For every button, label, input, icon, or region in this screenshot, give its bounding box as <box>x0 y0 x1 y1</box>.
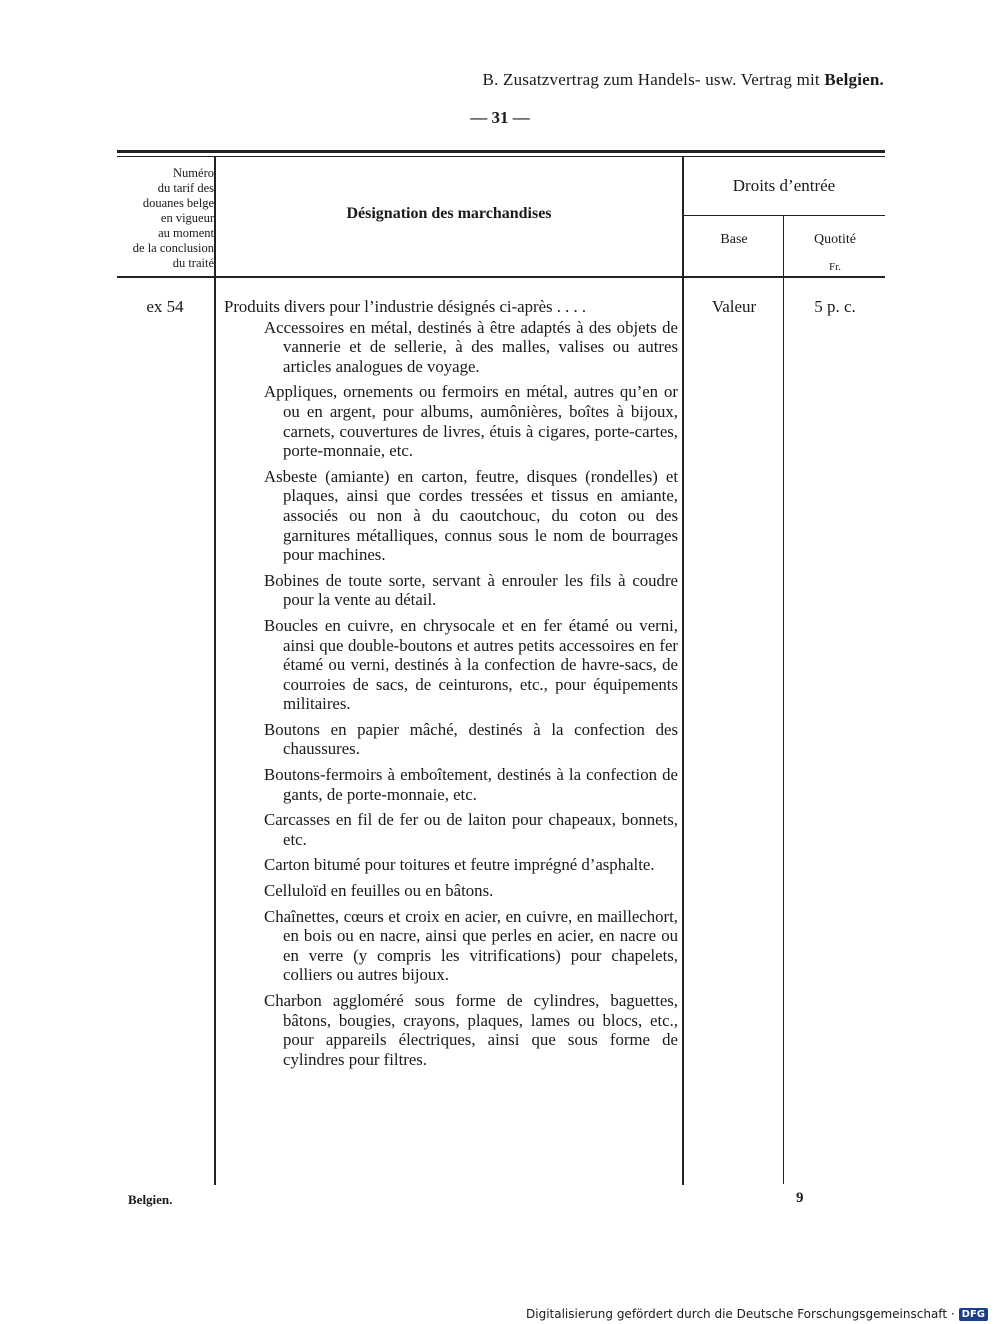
header-numero-line: Numéro <box>173 166 214 180</box>
header-quotite: Quotité <box>814 232 856 247</box>
signature-mark: 9 <box>796 1190 804 1206</box>
digitization-text: Digitalisierung gefördert durch die Deutsche Forschungsgemeinschaft · <box>526 1307 955 1321</box>
entry-quotite: 5 p. c. <box>814 297 856 316</box>
list-item: Celluloïd en feuilles ou en bâtons. <box>264 881 494 901</box>
entry-lead: Produits divers pour l’industrie désignés ci-après . . . . <box>224 297 587 316</box>
header-droits: Droits d’entrée <box>732 176 836 195</box>
list-item: Boucles en cuivre, en chrysocale et en fer étamé ou verni, ainsi que double-boutons et autres petits accessoires en fer étamé ou verni, destinés à la confection de havre-sacs, de courroies de sacs, de ceinturons, etc., pour équipements militaires. <box>264 615 678 714</box>
droits-subheader-rule <box>683 215 885 216</box>
list-item: Charbon aggloméré sous forme de cylindres, baguettes, bâtons, bougies, crayons, plaques, lames ou blocs, etc., pour appareils électriques, ainsi que sous forme de cylindres pour filtres. <box>264 991 678 1069</box>
digitization-note <box>526 1307 988 1321</box>
entry-base: Valeur <box>711 297 757 316</box>
header-numero-line: du traité <box>172 256 214 270</box>
list-item: Asbeste (amiante) en carton, feutre, disques (rondelles) et plaques, ainsi que cordes tressées et tissus en amiante, associés ou non à du caoutchouc, du coton ou des garnitures métalliques, connus sous le nom de bourrages pour machines. <box>264 466 678 565</box>
dfg-logo-icon: DFG <box>959 1308 988 1321</box>
list-item: Accessoires en métal, destinés à être adaptés à des objets de vannerie et de sellerie, à des malles, valises ou autres articles analogues de voyage. <box>264 317 678 376</box>
list-item: Chaînettes, cœurs et croix en acier, en cuivre, en maillechort, en bois ou en nacre, ainsi que perles en acier, en nacre ou en verre (y compris les vitrifications) pour chapelets, colliers ou autres bijoux. <box>264 906 678 985</box>
designation-body <box>224 297 678 1075</box>
list-item: Carton bitumé pour toitures et feutre imprégné d’asphalte. <box>264 855 655 875</box>
table-top-rule-thin <box>117 156 885 157</box>
running-head <box>0 70 884 90</box>
header-base: Base <box>720 232 748 247</box>
page-number: — 31 — <box>470 108 530 127</box>
header-numero <box>110 166 214 271</box>
running-head-country: Belgien. <box>824 70 884 89</box>
header-unit: Fr. <box>829 261 841 273</box>
column-divider-base <box>783 216 784 1184</box>
list-item: Bobines de toute sorte, servant à enrouler les fils à coudre pour la vente au détail. <box>264 570 678 610</box>
header-numero-line: au moment <box>158 226 214 240</box>
list-item: Boutons en papier mâché, destinés à la confection des chaussures. <box>264 719 678 759</box>
entry-numero: ex 54 <box>146 297 184 316</box>
header-numero-line: de la conclusion <box>132 241 214 255</box>
table-header-rule <box>117 276 885 278</box>
table-top-rule-thick <box>117 150 885 153</box>
list-item: Boutons-fermoirs à emboîtement, destinés à la confection de gants, de porte-monnaie, etc. <box>264 765 678 804</box>
running-head-prefix: B. Zusatzvertrag zum Handels- usw. Vertrag mit <box>482 70 825 89</box>
header-designation: Désignation des marchandises <box>346 205 552 222</box>
list-item: Carcasses en fil de fer ou de laiton pour chapeaux, bonnets, etc. <box>264 810 678 849</box>
footer-country: Belgien. <box>128 1192 173 1207</box>
column-divider-numero <box>214 157 216 1185</box>
header-numero-line: du tarif des <box>157 181 214 195</box>
header-numero-line: douanes belge <box>142 196 214 210</box>
header-numero-line: en vigueur <box>160 211 214 225</box>
list-item: Appliques, ornements ou fermoirs en métal, autres qu’en or ou en argent, pour albums, aumônières, boîtes à bijoux, carnets, couvertures de livres, étuis à cigares, porte-cartes, porte-monnaie, etc. <box>264 382 678 461</box>
